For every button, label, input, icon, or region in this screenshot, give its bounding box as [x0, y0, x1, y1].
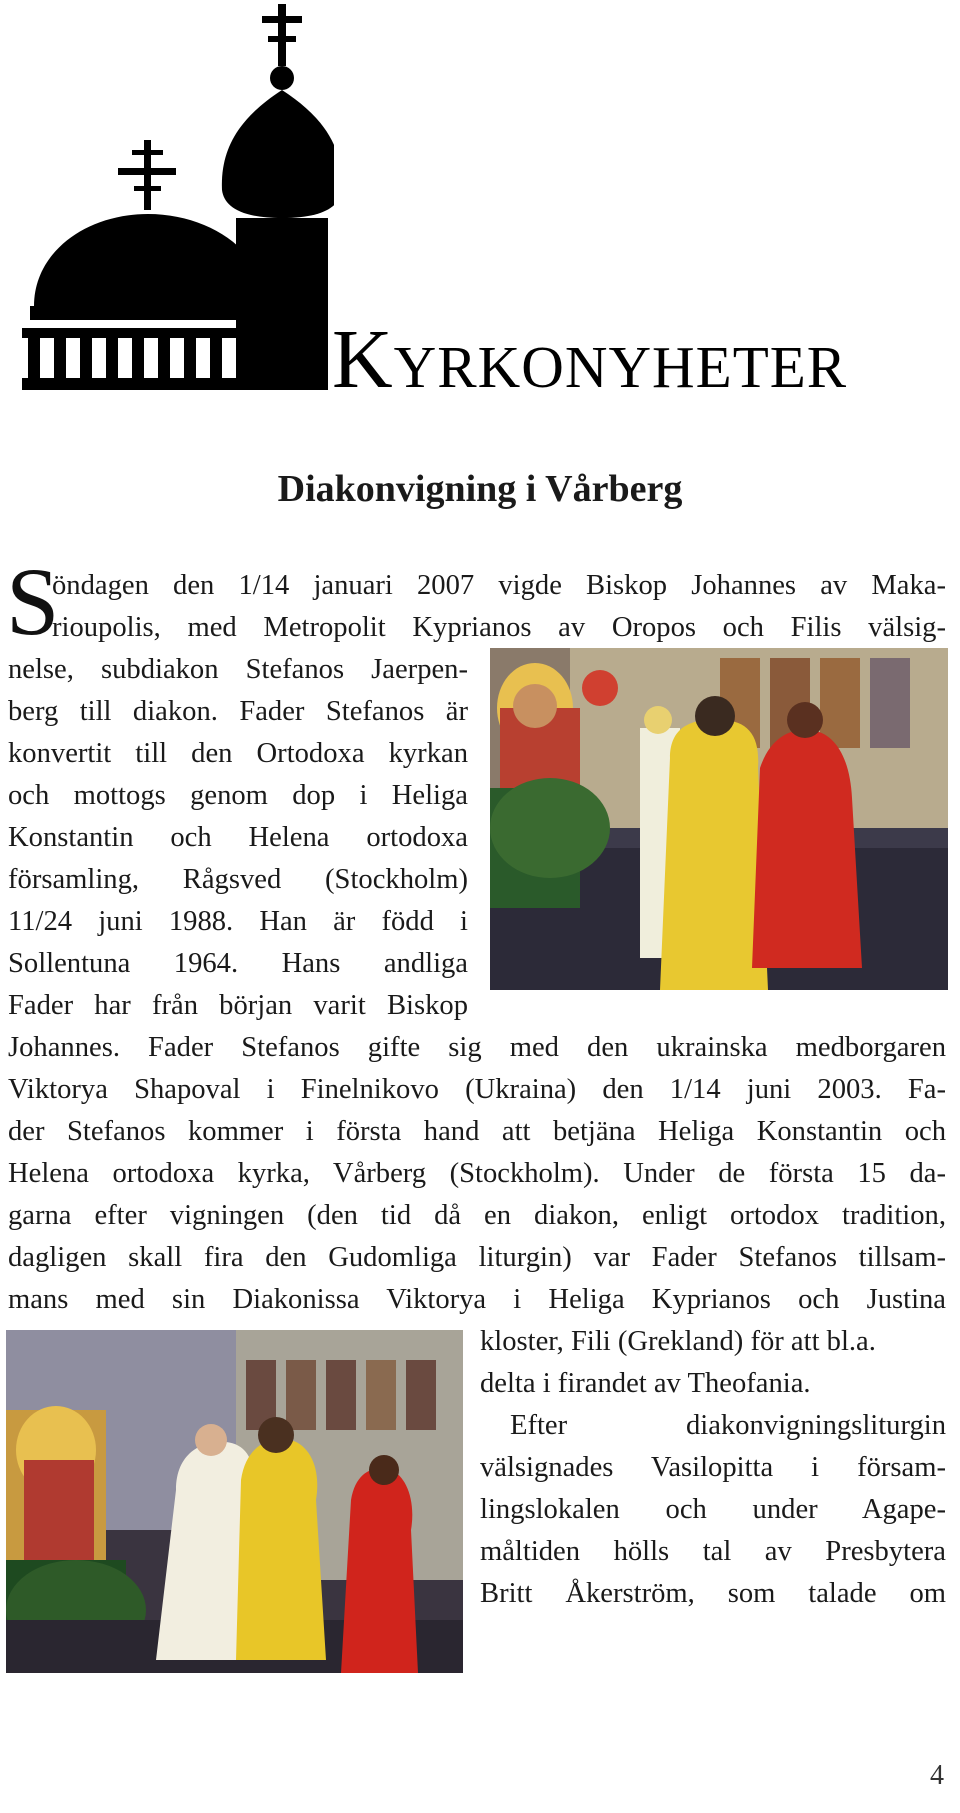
article-line: kloster, Fili (Grekland) för att bl.a.: [480, 1326, 876, 1357]
article-line: konvertit till den Ortodoxa kyrkan: [8, 738, 468, 769]
article-line: Fader har från början varit Biskop: [8, 990, 468, 1021]
ordination-photo: [490, 648, 948, 990]
article-line: Sollentuna 1964. Hans andliga: [8, 948, 468, 979]
page-number: 4: [930, 1760, 944, 1791]
article-line: rioupolis, med Metropolit Kyprianos av Oropos och Filis välsig-: [52, 612, 946, 643]
article-line: Viktorya Shapoval i Finelnikovo (Ukraina) den 1/14 juni 2003. Fa-: [8, 1074, 946, 1105]
article-line: dagligen skall fira den Gudomliga liturgin) var Fader Stefanos tillsam-: [8, 1242, 946, 1273]
article-line: garna efter vigningen (den tid då en diakon, enligt ortodox tradition,: [8, 1200, 946, 1231]
article-line: 11/24 juni 1988. Han är född i: [8, 906, 468, 937]
article-line: församling, Rågsved (Stockholm): [8, 864, 468, 895]
article-line: berg till diakon. Fader Stefanos är: [8, 696, 468, 727]
article-line: lingslokalen och under Agape-: [480, 1494, 946, 1525]
article-line: delta i firandet av Theofania.: [480, 1368, 811, 1399]
celebration-photo: [6, 1330, 463, 1673]
article-line: och mottogs genom dop i Heliga: [8, 780, 468, 811]
article-line: nelse, subdiakon Stefanos Jaerpen-: [8, 654, 468, 685]
article-line: Efter diakonvigningsliturgin: [510, 1410, 946, 1441]
drop-cap: S: [6, 548, 60, 655]
article-line: måltiden hölls tal av Presbytera: [480, 1536, 946, 1567]
article-line: Helena ortodoxa kyrka, Vårberg (Stockholm). Under de första 15 da-: [8, 1158, 946, 1189]
article-line: Britt Åkerström, som talade om: [480, 1578, 946, 1609]
article-line: Konstantin och Helena ortodoxa: [8, 822, 468, 853]
section-title: Kyrkonyheter: [332, 313, 848, 406]
article-line: der Stefanos kommer i första hand att betjäna Heliga Konstantin och: [8, 1116, 946, 1147]
article-line: Johannes. Fader Stefanos gifte sig med den ukrainska medborgaren: [8, 1032, 946, 1063]
article-line: mans med sin Diakonissa Viktorya i Heliga Kyprianos och Justina: [8, 1284, 946, 1315]
article-line: öndagen den 1/14 januari 2007 vigde Biskop Johannes av Maka-: [52, 570, 946, 601]
article-line: välsignades Vasilopitta i försam-: [480, 1452, 946, 1483]
church-domes-logo-icon: [14, 0, 334, 392]
article-title: Diakonvigning i Vårberg: [277, 468, 683, 510]
